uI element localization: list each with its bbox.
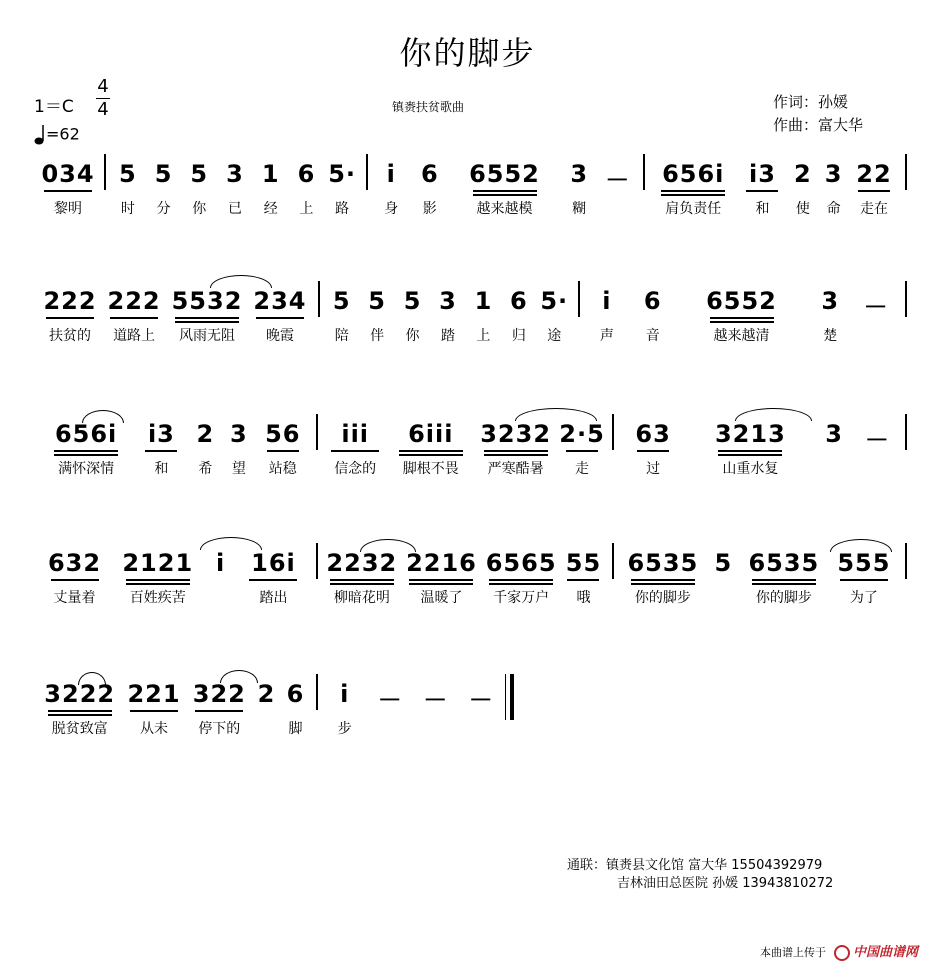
lyric: 肩负责任 [665, 201, 722, 217]
note-group: － [605, 166, 631, 194]
slur-arc [360, 539, 416, 552]
note-group: 656i [662, 160, 725, 188]
note-group: 3 [824, 160, 843, 188]
note-group: 3 [439, 287, 457, 315]
quarter-note-icon [34, 124, 46, 146]
note-group: 5 [368, 287, 386, 315]
lyric: 满怀深情 [58, 461, 115, 477]
lyric: 你的脚步 [755, 590, 812, 606]
lyric: 哦 [576, 590, 591, 606]
note-group: 3 [570, 160, 589, 188]
lyric: 分 [156, 201, 171, 217]
beam-line [145, 450, 177, 452]
site-name: 中国曲谱网 [853, 945, 919, 960]
barline [905, 414, 907, 450]
note-group: iii [341, 420, 370, 448]
beam-line [484, 454, 548, 456]
note-group: 3 [226, 160, 244, 188]
lyric: 上 [476, 328, 491, 344]
lyric: 楚 [823, 328, 838, 344]
subtitle: 镇赉扶贫歌曲 [392, 100, 465, 114]
note-group: － [863, 293, 889, 321]
beam-line [752, 579, 816, 581]
beam-line [249, 579, 297, 581]
beam-line [661, 190, 725, 192]
lyric: 命 [826, 201, 841, 217]
note-group: 6 [643, 287, 662, 315]
note-group: i [216, 549, 226, 577]
note-group: 034 [41, 160, 95, 188]
lyricist-credit: 作词：孙媛 [773, 93, 849, 111]
contact-info [567, 854, 822, 873]
tempo-marking [34, 124, 80, 146]
note-group: 5· [540, 287, 569, 315]
barline [643, 154, 645, 190]
note-group: 1 [261, 160, 280, 188]
lyric: 脱贫致富 [51, 721, 108, 737]
lyric: 严寒酷暑 [487, 461, 544, 477]
beam-line [331, 450, 379, 452]
site-logo-icon [834, 945, 850, 961]
note-group: 3 [821, 287, 840, 315]
note-group: 221 [127, 680, 181, 708]
lyric: 时 [120, 201, 135, 217]
beam-line [718, 454, 782, 456]
barline [905, 281, 907, 317]
note-group: 5 [190, 160, 209, 188]
note-group: 6 [420, 160, 439, 188]
note-group: i3 [748, 160, 776, 188]
note-group: 2 [196, 420, 215, 448]
beam-line [48, 714, 112, 716]
barline [318, 281, 320, 317]
lyric: 希 [198, 461, 213, 477]
note-group: 1 [474, 287, 493, 315]
note-group: 22 [856, 160, 892, 188]
note-group: 6535 [627, 549, 699, 577]
note-group: 2·5 [559, 420, 605, 448]
beam-line [44, 190, 92, 192]
beam-line [256, 317, 304, 319]
beam-line [130, 710, 178, 712]
note-group: 3 [825, 420, 843, 448]
lyric: 伴 [370, 328, 385, 344]
beam-line [46, 317, 94, 319]
note-group: 6552 [706, 287, 777, 315]
composer-credit: 作曲：富大华 [773, 116, 864, 134]
note-group: 2216 [406, 549, 477, 577]
time-signature-top: 4 [97, 76, 109, 97]
contact-label: 通联： [567, 858, 607, 873]
beam-line [746, 190, 778, 192]
lyric: 温暖了 [420, 590, 463, 606]
final-barline [510, 674, 514, 720]
note-group: － [377, 686, 403, 714]
beam-line [48, 710, 112, 712]
note-group: 5 [332, 287, 351, 315]
note-group: 322 [192, 680, 246, 708]
lyric: 音 [645, 328, 660, 344]
lyric: 望 [231, 461, 246, 477]
lyric: 柳暗花明 [333, 590, 390, 606]
beam-line [110, 317, 158, 319]
slur-arc [735, 408, 812, 421]
final-barline-thin [505, 674, 506, 720]
slur-arc [82, 410, 124, 423]
lyric: 过 [646, 461, 661, 477]
beam-line [51, 579, 99, 581]
beam-line [175, 317, 239, 319]
note-group: 6535 [748, 549, 820, 577]
beam-line [399, 450, 463, 452]
note-group: 55 [565, 549, 602, 577]
lyric: 道路上 [113, 328, 156, 344]
barline [905, 543, 907, 579]
note-group: 3 [229, 420, 248, 448]
site-logo[interactable] [834, 941, 918, 961]
time-signature [96, 76, 110, 121]
beam-line [330, 583, 394, 585]
note-group: 632 [47, 549, 102, 577]
lyric: 踏出 [259, 590, 288, 606]
beam-line [718, 450, 782, 452]
note-group: 222 [43, 287, 97, 315]
lyric: 身 [384, 201, 399, 217]
lyric: 和 [154, 461, 169, 477]
upload-note: 本曲谱上传于 [760, 946, 826, 959]
lyric: 黎明 [54, 201, 82, 217]
note-group: － [468, 686, 494, 714]
lyric: 停下的 [198, 721, 241, 737]
lyric: 百姓疾苦 [129, 590, 186, 606]
barline [905, 154, 907, 190]
note-group: 5532 [171, 287, 243, 315]
page-title: 你的脚步 [399, 34, 536, 72]
note-group: 5 [403, 287, 422, 315]
lyric: 从未 [140, 721, 169, 737]
note-group: 16i [251, 549, 296, 577]
beam-line [126, 579, 190, 581]
tempo-value: =62 [46, 124, 80, 144]
note-group: 2121 [122, 549, 194, 577]
beam-line [330, 579, 394, 581]
lyric: 已 [227, 201, 242, 217]
lyric: 踏 [440, 328, 455, 344]
beam-line [409, 579, 473, 581]
lyric: 山重水复 [722, 461, 779, 477]
beam-line [710, 321, 774, 323]
lyric: 走在 [860, 201, 888, 217]
lyric: 千家万户 [493, 590, 550, 606]
note-group: 6 [286, 680, 305, 708]
beam-line [175, 321, 239, 323]
note-group: － [423, 686, 449, 714]
note-group: 2 [257, 680, 276, 708]
lyric: 晚霞 [265, 328, 294, 344]
lyric: 信念的 [334, 461, 377, 477]
beam-line [195, 710, 243, 712]
beam-line [631, 583, 695, 585]
note-group: 5 [714, 549, 733, 577]
contact-line-1: 镇赉县文化馆 富大华 15504392979 [606, 858, 823, 873]
note-group: 56 [265, 420, 301, 448]
lyric: 你 [192, 201, 207, 217]
beam-line [661, 194, 725, 196]
lyric: 使 [795, 201, 810, 217]
lyric: 经 [263, 201, 278, 217]
note-group: 3213 [714, 420, 786, 448]
key-signature: 1＝C [34, 97, 74, 117]
lyric: 和 [755, 201, 770, 217]
beam-line [54, 450, 118, 452]
lyric: 上 [299, 201, 314, 217]
note-group: 234 [253, 287, 307, 315]
lyric: 越来越模 [476, 201, 533, 217]
slur-arc [210, 275, 272, 288]
note-group: 656i [54, 420, 118, 448]
lyric: 为了 [849, 590, 878, 606]
barline [366, 154, 368, 190]
slur-arc [220, 670, 258, 683]
note-group: 5 [154, 160, 173, 188]
time-signature-bottom: 4 [97, 99, 109, 120]
barline [612, 414, 614, 450]
lyric: 脚根不畏 [402, 461, 459, 477]
note-group: 6565 [485, 549, 557, 577]
note-group: 2 [793, 160, 812, 188]
note-group: 6552 [469, 160, 540, 188]
lyric: 声 [599, 328, 614, 344]
beam-line [473, 194, 537, 196]
beam-line [484, 450, 548, 452]
note-group: － [864, 426, 890, 454]
barline [104, 154, 106, 190]
beam-line [409, 583, 473, 585]
lyric: 陪 [334, 328, 349, 344]
slur-arc [200, 537, 262, 550]
barline [316, 674, 318, 710]
note-group: 6 [297, 160, 316, 188]
note-group: 555 [837, 549, 891, 577]
slur-arc [78, 672, 106, 685]
slur-arc [830, 539, 892, 552]
lyric: 你的脚步 [634, 590, 691, 606]
lyric: 站稳 [268, 461, 297, 477]
barline [316, 414, 318, 450]
beam-line [567, 579, 599, 581]
note-group: i3 [147, 420, 175, 448]
lyric: 扶贫的 [49, 328, 92, 344]
lyric: 归 [511, 328, 526, 344]
note-group: 222 [107, 287, 161, 315]
note-group: 3222 [44, 680, 116, 708]
beam-line [566, 450, 598, 452]
note-group: 3232 [480, 420, 552, 448]
note-group: 2232 [326, 549, 398, 577]
lyric: 走 [575, 461, 590, 477]
barline [612, 543, 614, 579]
beam-line [840, 579, 888, 581]
barline [316, 543, 318, 579]
beam-line [858, 190, 890, 192]
contact-line-2: 吉林油田总医院 孙媛 13943810272 [617, 876, 834, 891]
lyric: 脚 [288, 721, 303, 737]
lyric: 途 [547, 328, 562, 344]
lyric: 步 [337, 721, 352, 737]
beam-line [473, 190, 537, 192]
beam-line [631, 579, 695, 581]
lyric: 越来越清 [713, 328, 770, 344]
note-group: i [386, 160, 396, 188]
beam-line [489, 579, 553, 581]
beam-line [399, 454, 463, 456]
slur-arc [515, 408, 597, 421]
beam-line [489, 583, 553, 585]
beam-line [54, 454, 118, 456]
lyric: 丈量着 [53, 590, 96, 606]
beam-line [710, 317, 774, 319]
barline [578, 281, 580, 317]
lyric: 影 [422, 201, 437, 217]
note-group: i [602, 287, 612, 315]
beam-line [126, 583, 190, 585]
note-group: 63 [635, 420, 671, 448]
lyric: 你 [405, 328, 420, 344]
lyric: 路 [335, 201, 350, 217]
note-group: i [340, 680, 350, 708]
beam-line [637, 450, 669, 452]
note-group: 6iii [408, 420, 454, 448]
lyric: 糊 [572, 201, 587, 217]
beam-line [752, 583, 816, 585]
beam-line [267, 450, 299, 452]
note-group: 6 [510, 287, 528, 315]
note-group: 5· [328, 160, 357, 188]
lyric: 风雨无阻 [179, 328, 236, 344]
note-group: 5 [119, 160, 137, 188]
